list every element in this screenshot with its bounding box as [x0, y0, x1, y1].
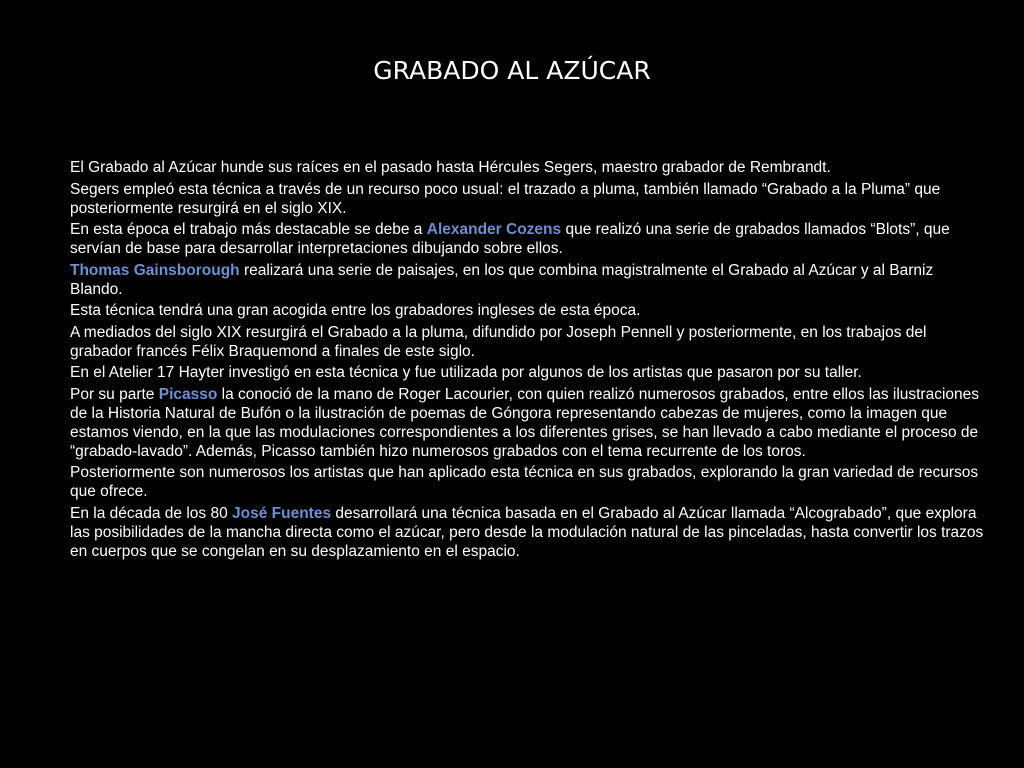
paragraph-atelier-17: En el Atelier 17 Hayter investigó en esta técnica y fue utilizada por algunos de los artistas que pasaron por su taller.: [70, 364, 862, 381]
paragraph-segers-origin: El Grabado al Azúcar hunde sus raíces en el pasado hasta Hércules Segers, maestro grabador de Rembrandt.: [70, 159, 831, 176]
artist-name-cozens: Alexander Cozens: [426, 221, 562, 238]
paragraph-cozens-after: que realizó una serie de grabados llamados “Blots”, que servían de base para desarrollar interpretaciones dibujando sobre ellos.: [70, 221, 950, 257]
paragraph-picasso-after: la conoció de la mano de Roger Lacourier, con quien realizó numerosos grabados, entre ellos las ilustraciones de la Historia Natural de Bufón o la ilustración de poemas de Góngora representando cabezas de mujeres, como la imagen que estamos viendo, en la que las modulaciones correspondientes a los diferentes grises, se han llevado a cabo mediante el proceso de “grabado-lavado”. Además, Picasso también hizo numerosos grabados con el tema recurrente de los toros.: [70, 385, 980, 460]
paragraph-later-artists: Posteriormente son numerosos los artistas que han aplicado esta técnica en sus grabados, explorando la gran variedad de recursos que ofrece.: [70, 464, 979, 500]
paragraph-cozens: [70, 220, 990, 258]
slide-title: GRABADO AL AZÚCAR: [373, 56, 651, 85]
paragraph-picasso: [70, 385, 990, 461]
artist-name-picasso: Picasso: [158, 385, 218, 403]
paragraph-cozens-before: En esta época el trabajo más destacable se debe a: [70, 221, 427, 238]
paragraph-gainsborough: [70, 261, 990, 299]
paragraph-nineteenth-century: A mediados del siglo XIX resurgirá el Grabado a la pluma, difundido por Joseph Pennell y posteriormente, en los trabajos del grabador francés Félix Braquemond a finales de este siglo.: [70, 323, 927, 360]
paragraph-pen-technique: Segers empleó esta técnica a través de un recurso poco usual: el trazado a pluma, también llamado “Grabado a la Pluma” que posteriormente resurgirá en el siglo XIX.: [70, 180, 941, 217]
paragraph-gainsborough-after: realizará una serie de paisajes, en los que combina magistralmente el Grabado al Azúcar y al Barniz Blando.: [70, 261, 934, 298]
paragraph-english-engravers: Esta técnica tendrá una gran acogida entre los grabadores ingleses de esta época.: [70, 302, 641, 319]
paragraph-fuentes-before: En la década de los 80: [70, 504, 233, 522]
artist-name-fuentes: José Fuentes: [232, 504, 332, 522]
paragraph-fuentes-after: desarrollará una técnica basada en el Grabado al Azúcar llamada “Alcograbado”, que explora las posibilidades de la mancha directa como el azúcar, pero desde la modulación natural de las pinceladas, hasta convertir los trazos en cuerpos que se congelan en su desplazamiento en el espacio.: [70, 504, 984, 560]
slide-body: [70, 158, 990, 563]
paragraph-fuentes: [70, 504, 990, 561]
artist-name-gainsborough: Thomas Gainsborough: [70, 261, 240, 279]
paragraph-picasso-before: Por su parte: [70, 385, 159, 403]
